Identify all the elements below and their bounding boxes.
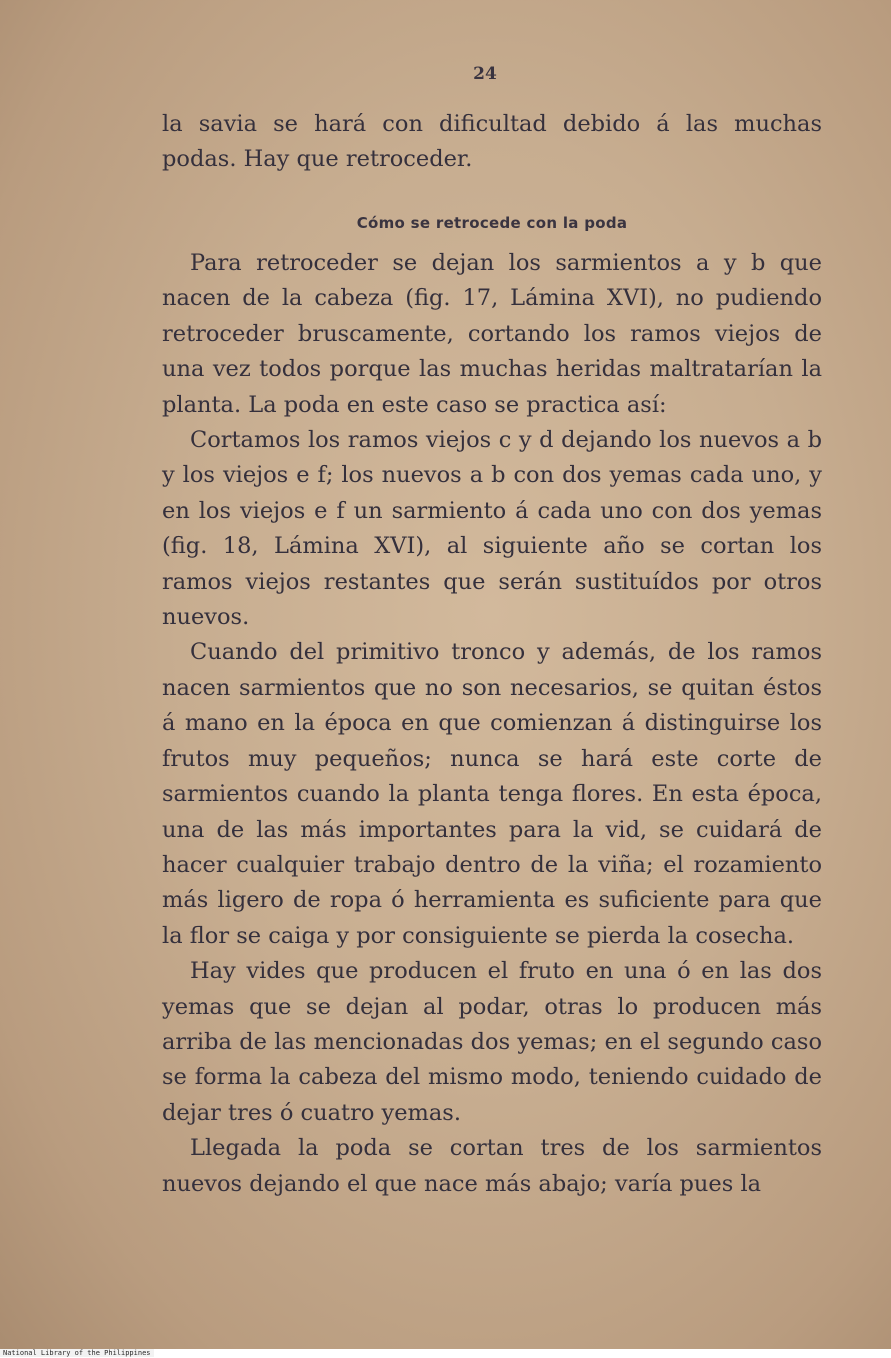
paragraph-hay-vides: Hay vides que producen el fruto en una ó en las dos yemas que se dejan al podar, otras lo producen más arriba de las mencionadas dos yemas; en el segundo caso se forma la cabeza del mismo modo, teniendo cuidado de dejar tres ó cuatro yemas. xyxy=(162,958,822,1126)
opening-text-block xyxy=(162,107,822,178)
page-number: 24 xyxy=(473,64,497,84)
section-heading: Cómo se retrocede con la poda xyxy=(356,214,628,232)
paragraph-retroceder: Para retroceder se dejan los sarmientos a y b que nacen de la cabeza (fig. 17, Lámina XVI), no pudiendo retroceder bruscamente, cortando los ramos viejos de una vez todos porque las muchas heridas maltratarían la planta. La poda en este caso se practica así: xyxy=(162,250,822,418)
paragraph-llegada: Llegada la poda se cortan tres de los sarmientos nuevos dejando el que nace más abajo; varía pues la xyxy=(162,1135,822,1197)
paragraph-cortamos: Cortamos los ramos viejos c y d dejando los nuevos a b y los viejos e f; los nuevos a b con dos yemas cada uno, y en los viejos e f un sarmiento á cada uno con dos yemas (fig. 18, Lámina XVI), al siguiente año se cortan los ramos viejos restantes que serán sustituídos por otros nuevos. xyxy=(162,427,822,631)
library-credit: National Library of the Philippines xyxy=(0,1349,154,1357)
paragraph-cuando: Cuando del primitivo tronco y además, de los ramos nacen sarmientos que no son necesarios, se quitan éstos á mano en la época en que comienzan á distinguirse los frutos muy pequeños; nunca se hará este corte de sarmientos cuando la planta tenga flores. En esta época, una de las más importantes para la vid, se cuidará de hacer cualquier trabajo dentro de la viña; el rozamiento más ligero de ropa ó herramienta es suficiente para que la flor se caiga y por consiguiente se pierda la cosecha. xyxy=(162,639,822,949)
body-text-block xyxy=(162,246,822,1202)
opening-paragraph: la savia se hará con dificultad debido á las muchas podas. Hay que retroceder. xyxy=(162,111,822,173)
